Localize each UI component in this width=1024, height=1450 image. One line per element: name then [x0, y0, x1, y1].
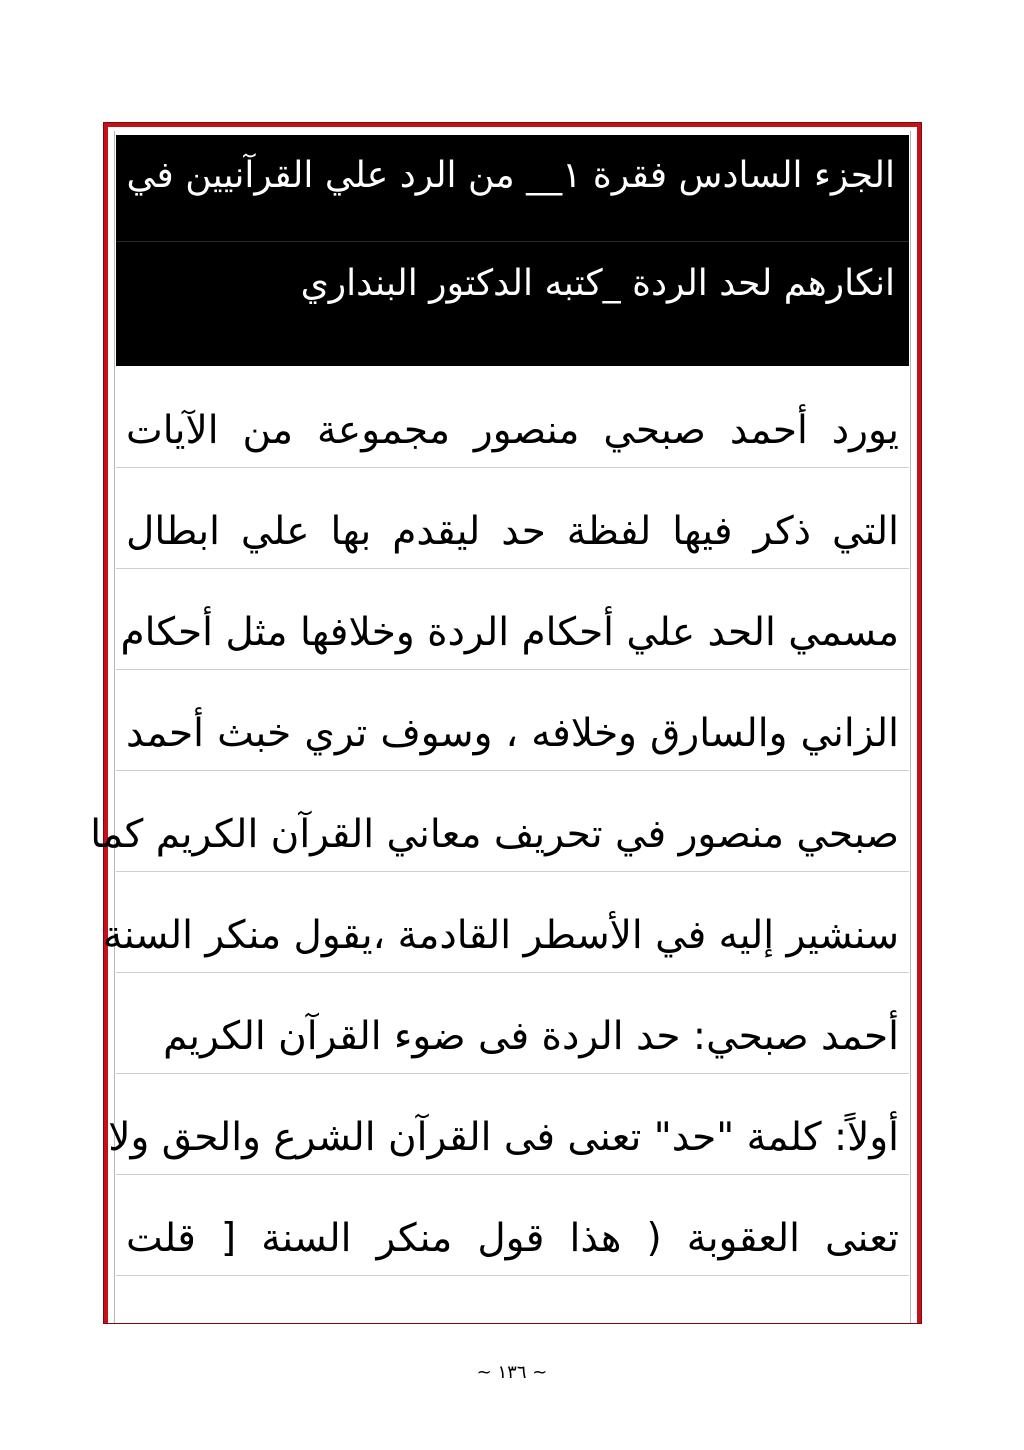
text-row	[116, 972, 909, 1074]
title-line-2: انكارهم لحد الردة _كتبه الدكتور البنداري	[300, 263, 895, 304]
text-line: تعنى العقوبة ( هذا قول منكر السنة [ قلت	[126, 1216, 899, 1261]
text-row	[116, 568, 909, 670]
text-line: أولاً: كلمة "حد" تعنى فى القرآن الشرع والحق ولا	[108, 1115, 899, 1160]
text-line: التي ذكر فيها لفظة حد ليقدم بها علي ابطال	[126, 509, 899, 554]
text-line: صبحي منصور في تحريف معاني القرآن الكريم كما	[90, 812, 899, 857]
text-line: أحمد صبحي: حد الردة فى ضوء القرآن الكريم	[163, 1014, 899, 1059]
title-banner	[116, 135, 909, 366]
text-row	[102, 871, 909, 973]
title-divider	[116, 241, 909, 242]
text-row	[108, 1073, 909, 1175]
text-row	[90, 770, 909, 872]
text-line: مسمي الحد علي أحكام الردة وخلافها مثل أحكام	[120, 610, 899, 655]
text-row	[116, 1174, 909, 1276]
text-row	[116, 366, 909, 468]
text-line: الزاني والسارق وخلافه ، وسوف تري خبث أحمد	[126, 711, 899, 756]
title-line-1: الجزء السادس فقرة ١__ من الرد علي القرآنيين في	[126, 155, 895, 196]
body-text	[90, 366, 909, 1323]
page-number: ~ ١٣٦ ~	[476, 1362, 548, 1383]
page-frame	[90, 123, 921, 1323]
text-row	[116, 669, 909, 771]
text-line: يورد أحمد صبحي منصور مجموعة من الآيات	[126, 408, 899, 453]
text-line: سنشير إليه في الأسطر القادمة ،يقول منكر السنة	[102, 913, 899, 958]
text-row	[116, 467, 909, 569]
